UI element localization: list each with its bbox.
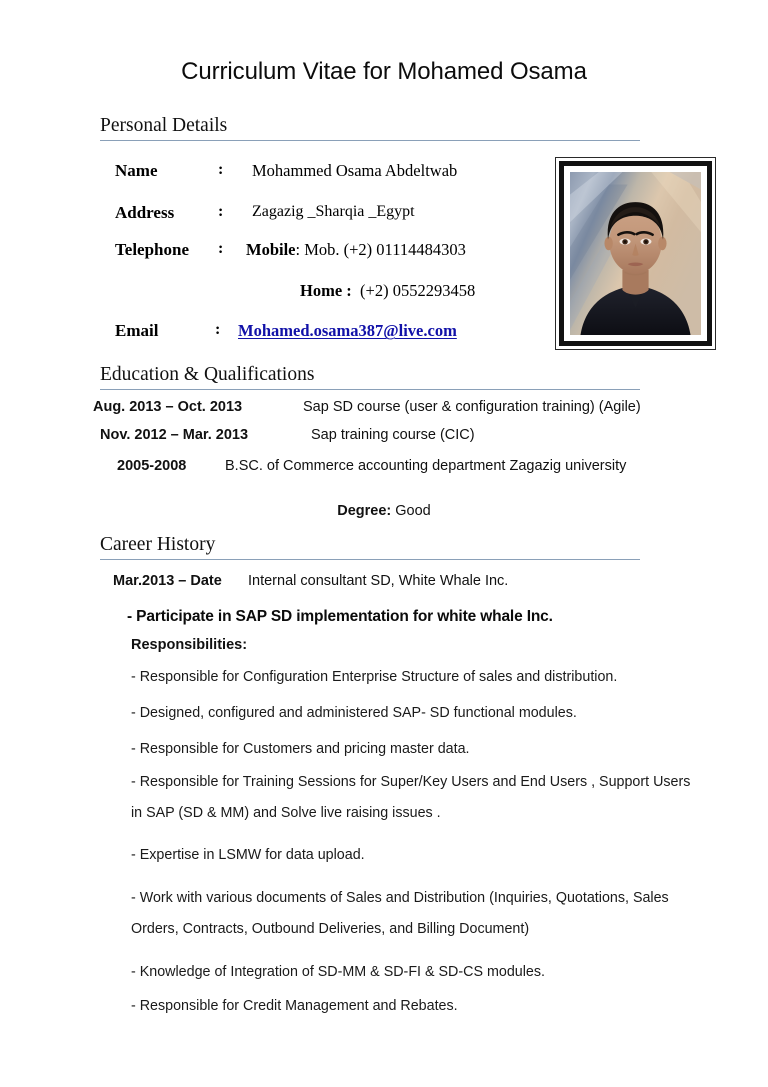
career-tagline: - Participate in SAP SD implementation for white whale Inc. [127,608,553,625]
photo-inner-border [559,161,712,346]
education-date: Aug. 2013 – Oct. 2013 [93,399,243,415]
home-number: (+2) 0552293458 [360,281,476,300]
education-description: Sap SD course (user & configuration training) (Agile) [303,399,641,415]
degree-value: Good [395,503,431,519]
responsibility-item: - Responsible for Training Sessions for Super/Key Users and End Users , Support Users in SAP (SD & MM) and Solve live raising issues . [131,774,691,821]
responsibility-item: - Work with various documents of Sales and Distribution (Inquiries, Quotations, Sales Orders, Contracts, Outbound Deliveries, and Billing Document) [131,890,669,937]
responsibility-item: - Responsible for Customers and pricing master data. [131,741,470,757]
responsibility-item: - Designed, configured and administered SAP- SD functional modules. [131,705,577,721]
email-link[interactable]: Mohamed.osama387@live.com [238,321,457,340]
responsibility-item: - Responsible for Credit Management and Rebates. [131,998,458,1014]
address-value: Zagazig _Sharqia _Egypt [252,203,415,220]
home-label: Home : [300,281,352,300]
degree-label: Degree: [337,503,392,519]
page-title: Curriculum Vitae for Mohamed Osama [181,58,587,85]
section-heading-education: Education & Qualifications [100,364,640,390]
mobile-number: : Mob. (+2) 01114484303 [295,240,466,259]
mobile-value-group [246,240,466,260]
address-colon: : [218,203,224,220]
portrait-illustration [570,172,701,335]
career-date: Mar.2013 – Date [113,573,222,589]
section-heading-personal-details: Personal Details [100,115,640,141]
email-label: Email [115,321,159,340]
name-value: Mohammed Osama Abdeltwab [252,161,458,180]
education-description: Sap training course (CIC) [311,427,475,443]
name-label: Name [115,161,158,180]
education-date: 2005-2008 [117,458,187,474]
career-position: Internal consultant SD, White Whale Inc. [248,573,509,589]
telephone-label: Telephone [115,240,190,259]
responsibility-item: - Expertise in LSMW for data upload. [131,847,365,863]
name-colon: : [218,161,224,178]
email-colon: : [215,321,221,338]
photo-frame [555,157,716,350]
avatar [570,172,701,335]
degree-line [0,503,768,519]
section-heading-career-history: Career History [100,534,640,560]
responsibility-item: - Responsible for Configuration Enterprise Structure of sales and distribution. [131,669,618,685]
home-value-group [300,281,475,301]
mobile-label: Mobile [246,240,296,259]
address-label: Address [115,203,175,222]
telephone-colon: : [218,240,224,257]
education-date: Nov. 2012 – Mar. 2013 [100,427,249,443]
responsibilities-label: Responsibilities: [131,637,248,653]
education-description: B.SC. of Commerce accounting department Zagazig university [225,458,627,474]
responsibility-item: - Knowledge of Integration of SD-MM & SD-FI & SD-CS modules. [131,964,545,980]
